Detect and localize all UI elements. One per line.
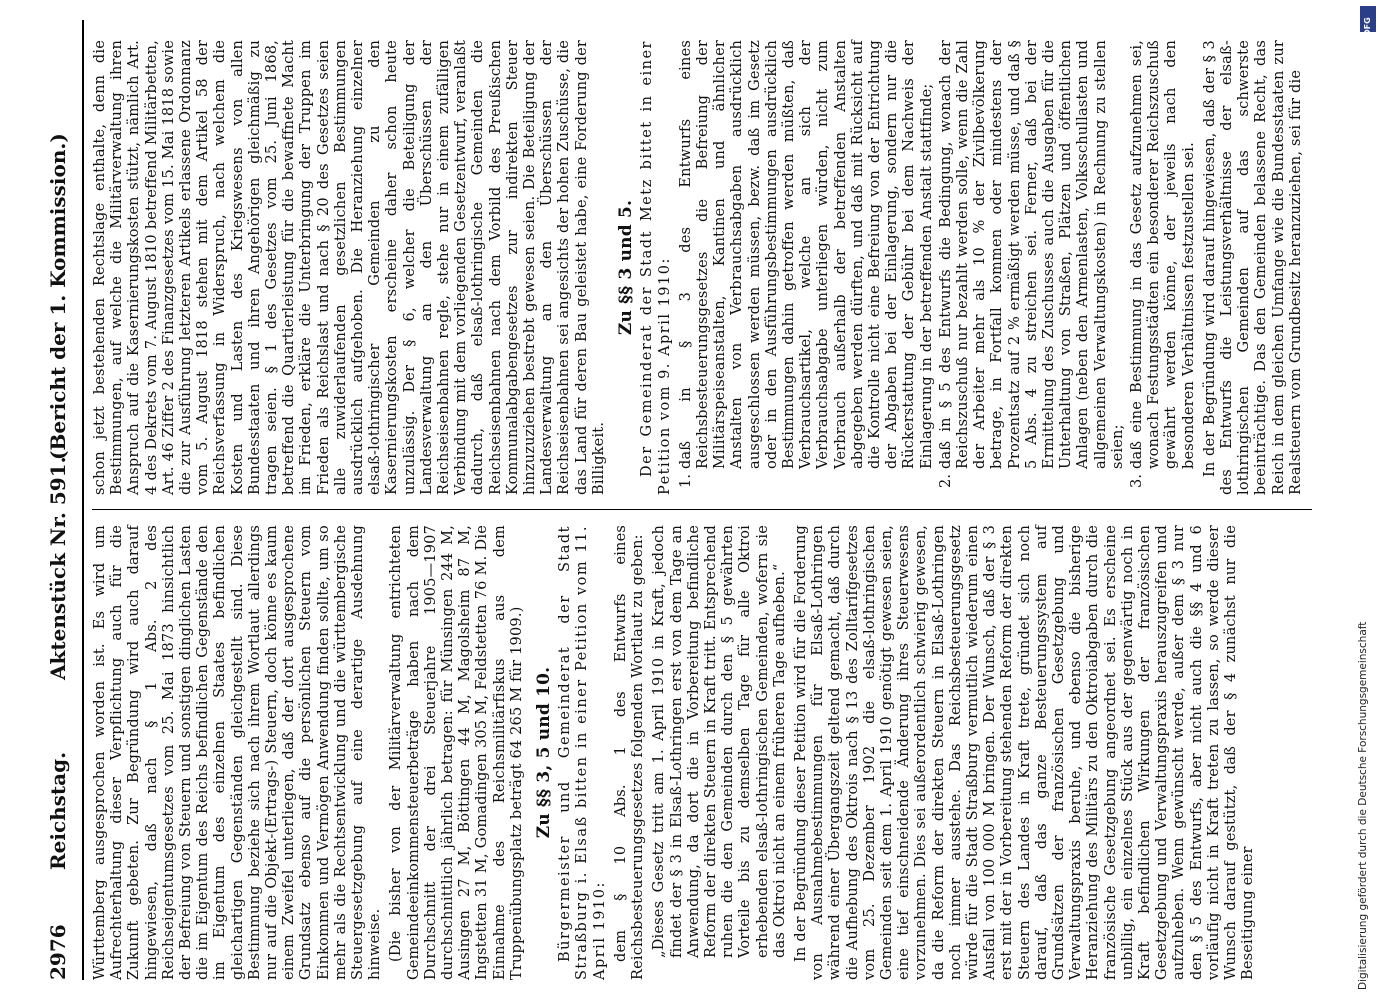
header-rule (82, 20, 84, 980)
digitization-credit (1355, 0, 1379, 1000)
page-header (40, 20, 80, 980)
paragraph: (Die bisher von der Militärverwaltung entrichteten Gemeindeeinkommensteuerbeträge haben nach dem Durchschnitt der drei Steuerjahre 1905—1907 durchschnittlich jährlich betragen: für Münsingen 244 M, Ausingen 27 M, Böttingen 44 M, Magolsheim 87 M, Ingstetten 31 M, Gomadingen 305 M, Feldstetten 76 M. Die Einnahme des Reichsmilitärfiskus aus dem Truppenübungsplatz beträgt 64 265 M für 1909.) (388, 525, 525, 980)
credit-text: Digitalisierung gefördert durch die Deutsche Forschungsgemeinschaft (1357, 621, 1369, 990)
section-heading: Zu §§ 3, 5 und 10. (534, 666, 555, 839)
section-heading: Zu §§ 3 und 5. (616, 199, 637, 336)
header-left: Reichstag. (46, 751, 70, 870)
list-item: 2. daß in § 5 des Entwurfs die Bedingung, wonach der Reichszuschuß nur bezahlt werden solle, wenn die Zahl der Arbeiter mehr als 10 % der Zivilbevölkerung betrage, in Fortfall kommen oder mindestens der Prozentsatz auf 2 % ermäßigt werden müsse, und daß § 5 Abs. 4 zu streichen sei. Ferner, daß bei der Ermittelung des Zuschusses auch die Ausgaben für die Unterhaltung von Straßen, Plätzen und öffentlichen Anlagen (neben den Armenlasten, Volksschullasten und allgemeinen Verwaltungskosten) in Rechnung zu stellen seien; (938, 40, 1127, 469)
left-column (92, 525, 1261, 980)
petition-intro: Der Gemeinderat der Stadt Metz bittet in einer Petition vom 9. April 1910: (639, 40, 673, 495)
list-item: 3. daß eine Bestimmung in das Gesetz aufzunehmen sei, wonach Festungsstädten ein besonderer Reichszuschuß gewährt werden könne, der jeweils nach den besonderen Verhältnissen festzustellen sei. (1129, 40, 1198, 469)
list-item: 1. daß in § 3 des Entwurfs eines Reichsbesteuerungsgesetzes die Befreiung der Militärspeiseanstalten, Kantinen und ähnlicher Anstalten von Verbrauchsabgaben ausdrücklich ausgeschlossen werden müssen, bezw. daß im Gesetz oder in den Ausführungsbestimmungen ausdrücklich Bestimmungen dahin getroffen werden müßten, daß Verbrauchsartikel, welche an sich der Verbrauchsabgabe unterliegen würden, nicht zum Verbrauch außerhalb der betreffenden Anstalten abgegeben werden dürften, und daß mit Rücksicht auf die Kontrolle nicht eine Befreiung von der Entrichtung der Abgaben bei der Einlagerung, sondern nur die Rückerstattung der Gebühr bei dem Nachweis der Einlagerung in der betreffenden Anstalt stattfinde; (678, 40, 936, 469)
document-page (40, 20, 1360, 980)
page-number: 2976 (46, 924, 70, 980)
paragraph: Württemberg ausgesprochen worden ist. Es wird um Aufrechterhaltung dieser Verpflichtung auch für die Zukunft gebeten. Zur Begründung wird auch darauf hingewiesen, daß nach § 1 Abs. 2 des Reichseigentumsgesetzes vom 25. Mai 1873 hinsichtlich der Befreiung von Steuern und sonstigen dinglichen Lasten die im Eigentum des Reichs befindlichen Gegenstände den im Eigentum des einzelnen Staates befindlichen gleichartigen Gegenständen gleichgestellt sind. Diese Bestimmung beziehe sich nach ihrem Wortlaut allerdings nur auf die Objekt-(Ertrags-) Steuern, doch könne es kaum einem Zweifel unterliegen, daß der dort ausgesprochene Grundsatz ebenso auf die persönlichen Steuern vom Einkommen und Vermögen Anwendung finden sollte, um so mehr als die Rechtsentwicklung und die württembergische Steuergesetzgebung auf eine derartige Ausdehnung hinweise. (92, 525, 384, 980)
paragraph: In der Begründung dieser Petition wird für die Forderung von Ausnahmebestimmungen für Elsaß-Lothringen während einer Übergangszeit geltend gemacht, daß durch die Aufhebung des Oktrois nach § 13 des Zolltarifgesetzes vom 25. Dezember 1902 die elsaß-lothringischen Gemeinden seit dem 1. April 1910 genötigt gewesen seien, eine tief einschneidende Änderung ihres Steuerwesens vorzunehmen. Dies sei außerordentlich schwierig gewesen, da die Reform der direkten Steuern in Elsaß-Lothringen noch immer ausstehe. Das Reichsbesteuerungsgesetz würde für die Stadt Straßburg vermutlich wiederum einen Ausfall von 100 000 M bringen. Der Wunsch, daß der § 3 erst mit der in Vorbereitung stehenden Reform der direkten Steuern des Landes in Kraft trete, gründet sich noch darauf, daß das ganze Besteuerungssystem auf Grundsätzen der französischen Gesetzgebung und Verwaltungspraxis beruhe, und ebenso die bisherige Heranziehung des Militärs zu den Oktroiabgaben durch die französische Gesetzgebung angeordnet sei. Es erscheine unbillig, ein einzelnes Stück aus der gegenwärtig noch in Kraft befindlichen Wirkungen der französischen Gesetzgebung und Verwaltungspraxis herauszugreifen und aufzuheben. Wenn gewünscht werde, außer dem § 3 nur den § 5 des Entwurfs, aber nicht auch die §§ 4 und 6 vorläufig nicht in Kraft treten zu lassen, so werde dieser Wunsch darauf gestützt, daß der § 4 zunächst nur die Beseitigung einer (792, 525, 1257, 980)
dfg-logo: DFG (1360, 6, 1376, 32)
paragraph: dem § 10 Abs. 1 des Entwurfs eines Reichsbesteuerungsgesetzes folgenden Wortlaut zu geben: (612, 525, 647, 980)
header-center: Aktenstück Nr. 591. (46, 456, 70, 680)
paragraph: schon jetzt bestehenden Rechtslage enthalte, denn die Bestimmungen, auf welche die Militärverwaltung ihren Anspruch auf die Kasernierungskosten stützt, nämlich Art. 4 des Dekrets vom 7. August 1810 betreffend Militärbetten, Art. 46 Ziffer 2 des Finanzgesetzes vom 15. Mai 1818 sowie die zur Ausführung letzteren Artikels erlassene Ordonnanz vom 5. August 1818 stehen mit dem Artikel 58 der Reichsverfassung in Widerspruch, nach welchem die Kosten und Lasten des Kriegswesens von allen Bundesstaaten und ihren Angehörigen gleichmäßig zu tragen seien. § 1 des Gesetzes vom 25. Juni 1868, betreffend die Quartierleistung für die bewaffnete Macht im Frieden, erkläre die Unterbringung der Truppen im Frieden als Reichslast und nach § 20 des Gesetzes seien alle zuwiderlaufenden gesetzlichen Bestimmungen ausdrücklich aufgehoben. Die Heranziehung einzelner elsaß-lothringischer Gemeinden zu den Kasernierungskosten erscheine daher schon heute unzulässig. Der § 6, welcher die Beteiligung der Landesverwaltung an den Überschüssen der Reichseisenbahnen regle, stehe nur in einem zufälligen Verbindung mit dem vorliegenden Gesetzentwurf, veranlaßt dadurch, daß elsaß-lothringische Gemeinden die Reichseisenbahnen nach dem Vorbild des Preußischen Kommunalabgabengesetzes zur indirekten Steuer hinzuzuziehen bestrebt gewesen seien. Die Beteiligung der Landesverwaltung an den Überschüssen der Reichseisenbahnen sei angesichts der hohen Zuschüsse, die das Land für deren Bau geleistet habe, eine Forderung der Billigkeit. (92, 40, 607, 495)
petition-intro: Bürgermeister und Gemeinderat der Stadt Straßburg i. Elsaß bitten in einer Petition vom 11. April 1910: (557, 525, 608, 980)
petition-list (678, 40, 1198, 495)
quotation: „Dieses Gesetz tritt am 1. April 1910 in Kraft, jedoch findet der § 3 in Elsaß-Lothringen erst von dem Tage an Anwendung, da dort die in Vorbereitung befindliche Reform der direkten Steuern in Kraft tritt. Entsprechend ruhen die den Gemeinden durch den § 5 gewährten Vorteile bis zu demselben Tage für alle Oktroi erhebenden elsaß-lothringischen Gemeinden, wofern sie das Oktroi nicht an einem früheren Tage aufheben.“ (651, 525, 788, 958)
right-column (92, 40, 1309, 495)
column-divider (92, 509, 1312, 510)
paragraph: In der Begründung wird darauf hingewiesen, daß der § 3 des Entwurfs die Leistungsverhältnisse der elsaß-lothringischen Gemeinden auf das schwerste beeinträchtige. Das den Gemeinden belassene Recht, das Reich in dem gleichen Umfange wie die Bundesstaaten zur Realsteuern vom Grundbesitz heranzuziehen, sei für die (1201, 40, 1304, 495)
header-right: (Bericht der 1. Kommission.) (46, 133, 70, 460)
